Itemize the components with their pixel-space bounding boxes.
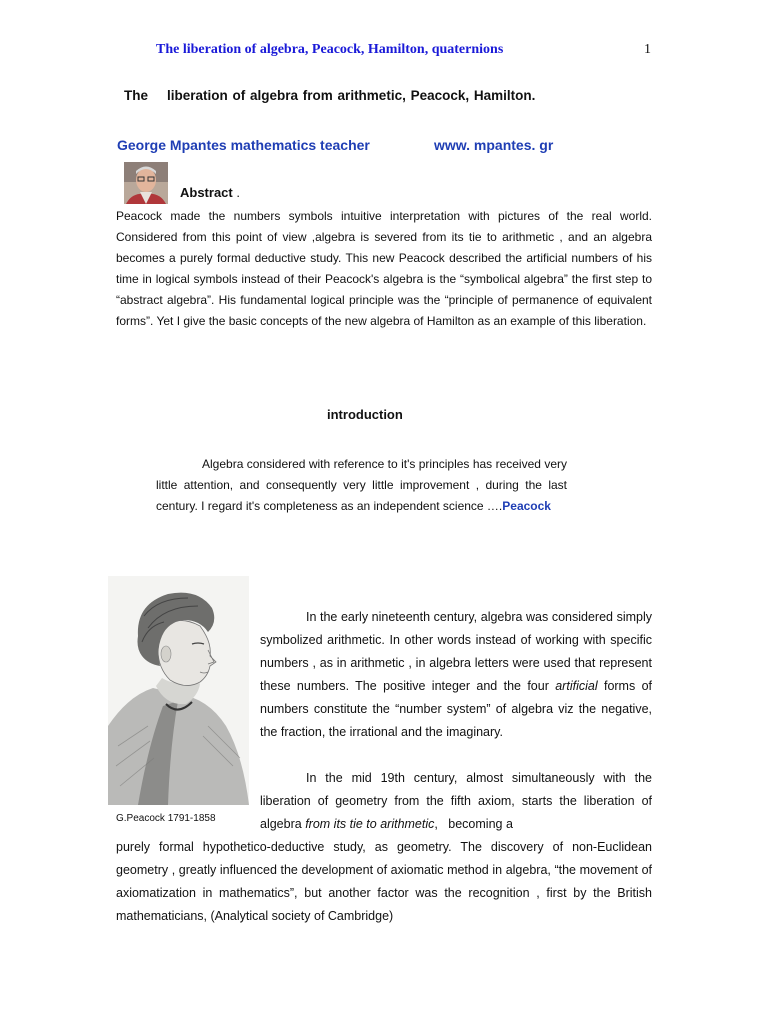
abstract-heading-text: Abstract bbox=[180, 185, 233, 200]
introduction-quote bbox=[156, 454, 567, 517]
paragraph-1-emphasis: artificial bbox=[555, 679, 598, 693]
author-name: George Mpantes mathematics teacher bbox=[117, 137, 370, 153]
page-number: 1 bbox=[644, 42, 651, 57]
paragraph-2-text-b: , becoming a bbox=[434, 817, 513, 831]
quote-text: Algebra considered with reference to it's principles has received very little attention, and consequently very little improvement , during the last century. I regard it's completeness as an independent science …. bbox=[156, 457, 567, 513]
abstract-body: Peacock made the numbers symbols intuitive interpretation with pictures of the real world. Considered from this point of view ,algebra is severed from its tie to arithmetic , and an algebra becomes a purely formal deductive study. This new Peacock described the artificial numbers of his time in logical symbols instead of their Peacock's algebra is the “symbolical algebra” the first step to “abstract algebra”. His fundamental logical principle was the “principle of permanence of equivalent forms”. Yet I give the basic concepts of the new algebra of Hamilton as an example of this liberation. bbox=[116, 209, 652, 328]
title-rest: liberation of algebra from arithmetic, Peacock, Hamilton. bbox=[167, 88, 536, 103]
paragraph-2-emphasis: from its tie to arithmetic bbox=[305, 817, 435, 831]
paragraph-2-continuation: purely formal hypothetico-deductive study, as geometry. The discovery of non-Euclidean geometry , greatly influenced the development of axiomatic method in algebra, “the movement of axiomatization in mathematics”, but another factor was the recognition , first by the British mathematicians, (Analytical society of Cambridge) bbox=[116, 840, 652, 923]
paragraph-1 bbox=[260, 606, 652, 744]
abstract-heading bbox=[180, 185, 240, 200]
abstract-heading-suffix: . bbox=[232, 185, 240, 200]
paragraph-2-start bbox=[260, 767, 652, 836]
figure-caption: G.Peacock 1791-1858 bbox=[116, 813, 216, 824]
paragraph-1-text-b: forms of numbers constitute the “number system” of algebra viz the negative, the fraction, the irrational and the imaginary. bbox=[260, 679, 652, 739]
quote-attribution: Peacock bbox=[502, 499, 551, 513]
title-lead: The bbox=[124, 88, 149, 103]
running-title: The liberation of algebra, Peacock, Hamilton, quaternions bbox=[156, 42, 504, 57]
introduction-heading: introduction bbox=[327, 407, 403, 422]
document-title bbox=[124, 88, 535, 103]
paragraph-1-text-a: In the early nineteenth century, algebra was considered simply symbolized arithmetic. In other words instead of working with specific numbers , as in arithmetic , in algebra letters were used that represent these numbers. The positive integer and the four bbox=[260, 610, 652, 693]
paragraph-2-text-a: In the mid 19th century, almost simultaneously with the liberation of geometry from the fifth axiom, starts the liberation of algebra bbox=[260, 771, 652, 831]
peacock-portrait bbox=[108, 576, 249, 805]
author-website: www. mpantes. gr bbox=[434, 137, 554, 153]
author-photo bbox=[124, 162, 168, 204]
